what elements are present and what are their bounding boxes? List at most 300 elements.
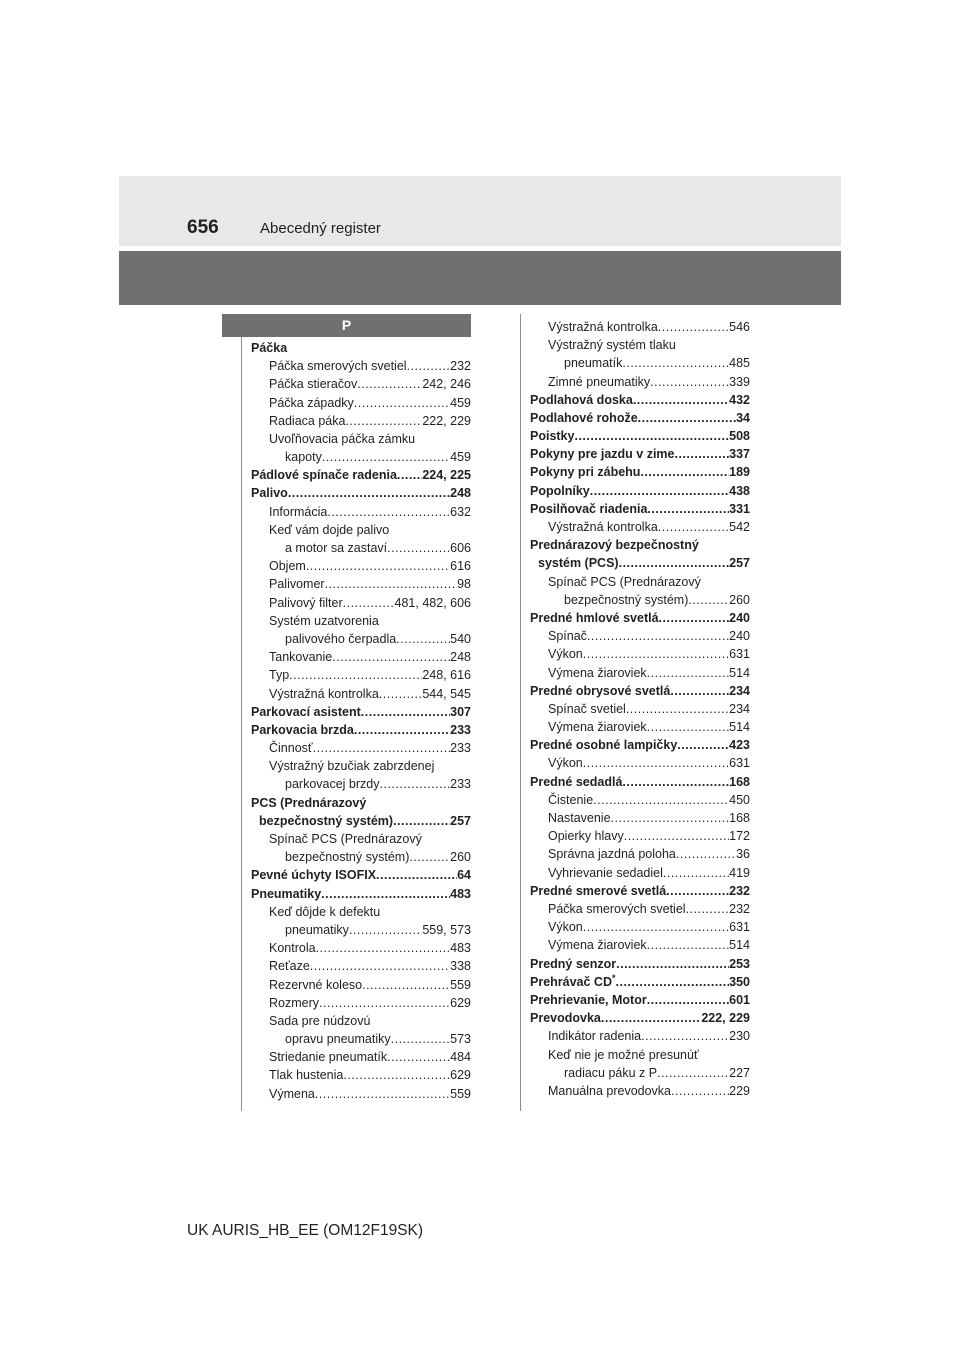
dot-leader [345, 412, 422, 430]
page-reference: 483 [450, 941, 471, 956]
entry-term [548, 664, 647, 682]
index-entry [251, 921, 471, 939]
index-entry [530, 900, 750, 918]
index-entry [251, 485, 471, 503]
entry-term [269, 503, 327, 521]
page-reference: 36 [736, 847, 750, 862]
dot-leader [670, 682, 729, 700]
entry-term [548, 755, 583, 773]
dot-leader [407, 357, 451, 375]
dot-leader [641, 1027, 729, 1045]
page-reference: 459 [450, 450, 471, 465]
page-reference: 64 [457, 868, 471, 883]
index-heading: Výstražný bzučiak zabrzdenej [269, 759, 435, 774]
entry-term-text: Výkon [548, 920, 583, 935]
page-reference: 232 [729, 883, 750, 898]
entry-term-text: bezpečnostný systém) [259, 813, 394, 828]
page-reference: 629 [450, 1068, 471, 1083]
entry-term-text: Predné sedadlá [530, 774, 623, 789]
page-reference: 337 [729, 447, 750, 462]
entry-term-text: Tankovanie [269, 650, 333, 665]
dot-leader [379, 685, 423, 703]
dot-leader [583, 918, 729, 936]
dot-leader [387, 1048, 450, 1066]
entry-term-text: Výstražná kontrolka [548, 319, 658, 334]
page-reference: 224, 225 [422, 468, 471, 483]
entry-term [530, 773, 622, 791]
dot-leader [409, 848, 450, 866]
page-reference: 339 [729, 374, 750, 389]
page-reference: 544, 545 [422, 686, 471, 701]
dot-leader [310, 957, 450, 975]
dot-leader [640, 464, 729, 482]
dot-leader [659, 609, 730, 627]
index-entry [251, 848, 471, 866]
index-entry [251, 885, 471, 903]
right-column-rule [520, 314, 521, 1111]
entry-term-text: opravu pneumatiky [285, 1032, 391, 1047]
entry-term [530, 464, 640, 482]
index-entry [251, 1067, 471, 1085]
entry-term-text: Predný senzor [530, 956, 617, 971]
entry-term-text: Prehrievanie, Motor [530, 992, 647, 1007]
index-entry [251, 721, 471, 739]
dot-leader [289, 666, 422, 684]
entry-term-text: Objem [269, 559, 306, 574]
dot-leader [616, 955, 729, 973]
left-column-rule [241, 337, 242, 1111]
index-entry [530, 627, 750, 645]
page-reference: 450 [729, 792, 750, 807]
dot-leader [322, 448, 450, 466]
entry-term-text: systém (PCS) [538, 556, 619, 571]
dot-leader [671, 1082, 729, 1100]
chapter-band [119, 251, 841, 305]
entry-term-text: bezpečnostný systém) [285, 850, 410, 865]
index-heading: PCS (Prednárazový [251, 795, 367, 810]
entry-term [548, 791, 593, 809]
index-heading: Sada pre núdzovú [269, 1013, 371, 1028]
page-reference: 631 [729, 756, 750, 771]
page-reference: 307 [450, 704, 471, 719]
entry-term-text: Výmena žiaroviek [548, 938, 647, 953]
page-reference: 540 [450, 631, 471, 646]
page-reference: 233 [450, 741, 471, 756]
entry-term-text: bezpečnostný systém) [564, 592, 689, 607]
entry-term [530, 427, 574, 445]
index-entry [251, 466, 471, 484]
entry-term-text: parkovacej brzdy [285, 777, 380, 792]
entry-term [548, 1082, 671, 1100]
page-reference: 248 [450, 486, 471, 501]
page-reference: 629 [450, 995, 471, 1010]
dot-leader [316, 939, 451, 957]
index-entry [251, 1085, 471, 1103]
dot-leader [288, 485, 450, 503]
entry-term [564, 1064, 657, 1082]
entry-term-text: Parkovacia brzda [251, 722, 354, 737]
entry-term [269, 575, 325, 593]
page-reference: 438 [729, 483, 750, 498]
index-entry [251, 976, 471, 994]
entry-term [530, 1009, 601, 1027]
entry-term-text: Vyhrievanie sedadiel [548, 865, 663, 880]
page-reference: 240 [729, 610, 750, 625]
entry-term [530, 445, 675, 463]
entry-term [251, 866, 376, 884]
entry-term-text: Palivový filter [269, 595, 343, 610]
entry-term-text: Zimné pneumatiky [548, 374, 651, 389]
index-entry [530, 864, 750, 882]
entry-term [251, 703, 361, 721]
entry-term [548, 700, 626, 718]
dot-leader [611, 809, 730, 827]
index-entry [530, 718, 750, 736]
entry-term-text: Podlahová doska [530, 392, 633, 407]
index-letter-tab: P [222, 314, 471, 337]
index-entry [251, 394, 471, 412]
entry-term-text: Nastavenie [548, 811, 611, 826]
dot-leader [666, 882, 729, 900]
entry-term-text: Podlahové rohože [530, 410, 638, 425]
index-entry [251, 375, 471, 393]
dot-leader [658, 518, 729, 536]
page-reference: 222, 229 [701, 1011, 750, 1026]
entry-term [530, 391, 633, 409]
dot-leader [380, 776, 451, 794]
entry-term [564, 354, 622, 372]
entry-term-text: Prehrávač CD [530, 974, 612, 989]
dot-leader [663, 864, 729, 882]
dot-leader [688, 591, 729, 609]
dot-leader [686, 900, 730, 918]
entry-term [530, 500, 647, 518]
entry-term-text: Výstražná kontrolka [548, 520, 658, 535]
entry-term-text: Predné osobné lampičky [530, 738, 678, 753]
dot-leader [349, 921, 422, 939]
dot-leader [391, 1030, 451, 1048]
entry-term-text: Tlak hustenia [269, 1068, 344, 1083]
dot-leader [574, 427, 729, 445]
index-entry [530, 591, 750, 609]
index-heading: Systém uzatvorenia [269, 613, 379, 628]
page-reference: 230 [729, 1029, 750, 1044]
entry-term [285, 1030, 391, 1048]
dot-leader [626, 700, 729, 718]
index-entry [530, 482, 750, 500]
entry-term [548, 827, 624, 845]
entry-term-text: Rezervné koleso [269, 977, 363, 992]
dot-leader [647, 718, 729, 736]
index-entry [251, 994, 471, 1012]
entry-term [259, 812, 393, 830]
dot-leader [319, 994, 450, 1012]
entry-term [251, 885, 321, 903]
entry-term [548, 864, 663, 882]
index-entry [251, 503, 471, 521]
page-reference: 257 [450, 813, 471, 828]
page-reference: 240 [729, 629, 750, 644]
index-heading: Prednárazový bezpečnostný [530, 538, 699, 553]
dot-leader [677, 736, 729, 754]
index-entry [530, 445, 750, 463]
entry-term [285, 776, 380, 794]
page-reference: 432 [729, 392, 750, 407]
entry-term-text: Pokyny pri zábehu [530, 465, 641, 480]
index-heading: Páčka [251, 341, 288, 355]
entry-term [251, 466, 397, 484]
page-reference: 234 [729, 683, 750, 698]
index-entry [530, 809, 750, 827]
entry-term [285, 539, 387, 557]
dot-leader [601, 1009, 701, 1027]
entry-term-text: Páčka stieračov [269, 377, 358, 392]
page-reference: 559, 573 [422, 922, 471, 937]
dot-leader [361, 703, 450, 721]
document-code: UK AURIS_HB_EE (OM12F19SK) [187, 1222, 424, 1239]
dot-leader [357, 375, 422, 393]
index-entry [251, 1048, 471, 1066]
page-reference: 227 [729, 1065, 750, 1080]
page-reference: 189 [729, 465, 750, 480]
page-reference: 559 [450, 1086, 471, 1101]
dot-leader [583, 755, 729, 773]
dot-leader [587, 627, 729, 645]
page-reference: 573 [450, 1032, 471, 1047]
page-reference: 484 [450, 1050, 471, 1065]
entry-term-text: Posilňovač riadenia [530, 501, 648, 516]
section-title: Abecedný register [260, 220, 381, 237]
index-entry [251, 939, 471, 957]
page-reference: 98 [457, 577, 471, 592]
entry-term [548, 373, 650, 391]
page-reference: 229 [729, 1083, 750, 1098]
entry-term [269, 1048, 387, 1066]
page-reference: 481, 482, 606 [394, 595, 471, 610]
entry-term-text: pneumatík [564, 356, 623, 371]
entry-term-text: Poistky [530, 429, 575, 444]
dot-leader [676, 845, 736, 863]
entry-term-text: Palivo [251, 486, 288, 501]
entry-term-text: Palivomer [269, 577, 325, 592]
entry-term-text: Výmena [269, 1086, 315, 1101]
entry-term [269, 1085, 315, 1103]
entry-term [269, 939, 316, 957]
index-entry [251, 776, 471, 794]
entry-term [548, 845, 676, 863]
entry-term [530, 973, 616, 991]
entry-term [530, 609, 659, 627]
dot-leader [624, 827, 729, 845]
index-entry [251, 594, 471, 612]
page-reference: 260 [450, 850, 471, 865]
dot-leader [638, 409, 736, 427]
entry-term [251, 721, 354, 739]
index-entry [530, 955, 750, 973]
index-entry [530, 991, 750, 1009]
index-entry [530, 736, 750, 754]
entry-term [285, 630, 396, 648]
page-reference: 253 [729, 956, 750, 971]
index-entry [251, 866, 471, 884]
entry-term [530, 991, 647, 1009]
page-reference: 233 [450, 777, 471, 792]
entry-term-text: Výstražná kontrolka [269, 686, 379, 701]
index-entry [251, 448, 471, 466]
page-reference: 616 [450, 559, 471, 574]
page-reference: 542 [729, 520, 750, 535]
dot-leader [376, 866, 457, 884]
index-entry [251, 685, 471, 703]
dot-leader [633, 391, 729, 409]
entry-term-text: Opierky hlavy [548, 829, 624, 844]
entry-term [548, 900, 686, 918]
index-entry [530, 755, 750, 773]
entry-term-text: Popolníky [530, 483, 590, 498]
index-heading: Spínač PCS (Prednárazový [269, 832, 422, 847]
entry-term [269, 557, 306, 575]
dot-leader [362, 976, 450, 994]
entry-term [251, 485, 288, 503]
entry-term [530, 736, 677, 754]
entry-term [269, 594, 343, 612]
dot-leader [327, 503, 450, 521]
dot-leader [616, 973, 730, 991]
dot-leader [650, 373, 729, 391]
page-reference: 248 [450, 650, 471, 665]
dot-leader [306, 557, 450, 575]
entry-term [285, 848, 409, 866]
index-entry [530, 882, 750, 900]
entry-term-text: Spínač [548, 629, 587, 644]
index-entry [530, 1064, 750, 1082]
dot-leader [675, 445, 730, 463]
entry-term-text: Správna jazdná poloha [548, 847, 676, 862]
page-reference: 606 [450, 541, 471, 556]
entry-term-text: Spínač svetiel [548, 701, 626, 716]
index-entry [251, 739, 471, 757]
dot-leader [387, 539, 450, 557]
index-heading: Keď vám dojde palivo [269, 522, 390, 537]
entry-term [530, 409, 638, 427]
entry-term-text: Pokyny pre jazdu v zime [530, 447, 675, 462]
index-entry [251, 630, 471, 648]
index-heading: Výstražný systém tlaku [548, 338, 676, 353]
page-reference: 514 [729, 720, 750, 735]
index-entry [530, 518, 750, 536]
index-entry [251, 666, 471, 684]
entry-term [530, 955, 616, 973]
entry-term [538, 554, 619, 572]
page-reference: 234 [729, 701, 750, 716]
dot-leader [593, 791, 729, 809]
entry-term [548, 1027, 641, 1045]
entry-term-text: Rozmery [269, 995, 320, 1010]
index-entry [251, 648, 471, 666]
page-reference: 508 [729, 429, 750, 444]
entry-term [269, 685, 379, 703]
page-reference: 485 [729, 356, 750, 371]
dot-leader [321, 885, 450, 903]
page-reference: 172 [729, 829, 750, 844]
index-entry [530, 1027, 750, 1045]
index-column-left [251, 339, 471, 1103]
index-entry [530, 664, 750, 682]
entry-term [269, 412, 345, 430]
entry-term-text: Striedanie pneumatík [269, 1050, 388, 1065]
index-heading: Keď dôjde k defektu [269, 904, 381, 919]
index-entry [251, 1030, 471, 1048]
page-reference: 338 [450, 959, 471, 974]
entry-term-text: Predné hmlové svetlá [530, 610, 659, 625]
index-heading: Spínač PCS (Prednárazový [548, 574, 701, 589]
entry-term-text: Radiaca páka [269, 413, 346, 428]
page-reference: 232 [450, 359, 471, 374]
page-reference: 546 [729, 319, 750, 334]
entry-term-text: Informácia [269, 504, 328, 519]
index-entry [530, 918, 750, 936]
dot-leader [647, 991, 729, 1009]
index-entry [530, 973, 750, 991]
entry-term [285, 448, 322, 466]
page-reference: 601 [729, 992, 750, 1007]
entry-term-text: Čistenie [548, 792, 594, 807]
index-entry [530, 354, 750, 372]
page-reference: 419 [729, 865, 750, 880]
index-entry [530, 1082, 750, 1100]
entry-term [269, 994, 319, 1012]
entry-term-text: Pneumatiky [251, 886, 322, 901]
entry-term [285, 921, 349, 939]
index-entry [251, 575, 471, 593]
entry-term-text: Páčka smerových svetiel [269, 359, 407, 374]
dot-leader [658, 318, 729, 336]
dot-leader [354, 394, 450, 412]
dot-leader [313, 739, 451, 757]
entry-term-text: Reťaze [269, 959, 310, 974]
index-entry [530, 318, 750, 336]
dot-leader [647, 664, 729, 682]
index-entry [530, 609, 750, 627]
footnote-marker: * [612, 972, 616, 983]
entry-term [548, 627, 587, 645]
index-heading: Uvoľňovacia páčka zámku [269, 431, 416, 446]
header-band [119, 176, 841, 246]
index-entry [530, 682, 750, 700]
entry-term [269, 739, 313, 757]
entry-term [564, 591, 688, 609]
page-reference: 248, 616 [422, 668, 471, 683]
dot-leader [647, 500, 729, 518]
dot-leader [315, 1085, 450, 1103]
index-entry [530, 427, 750, 445]
entry-term [269, 976, 362, 994]
index-entry [530, 827, 750, 845]
index-entry [530, 554, 750, 572]
index-entry [530, 500, 750, 518]
entry-term [530, 882, 666, 900]
entry-term [548, 718, 647, 736]
entry-term-text: Indikátor radenia [548, 1029, 642, 1044]
entry-term-text: Parkovací asistent [251, 704, 361, 719]
page-reference: 459 [450, 395, 471, 410]
index-entry [530, 773, 750, 791]
entry-term [269, 357, 407, 375]
page-reference: 34 [736, 410, 750, 425]
dot-leader [396, 630, 450, 648]
page-reference: 331 [729, 501, 750, 516]
entry-term-text: radiacu páku z P [564, 1065, 658, 1080]
